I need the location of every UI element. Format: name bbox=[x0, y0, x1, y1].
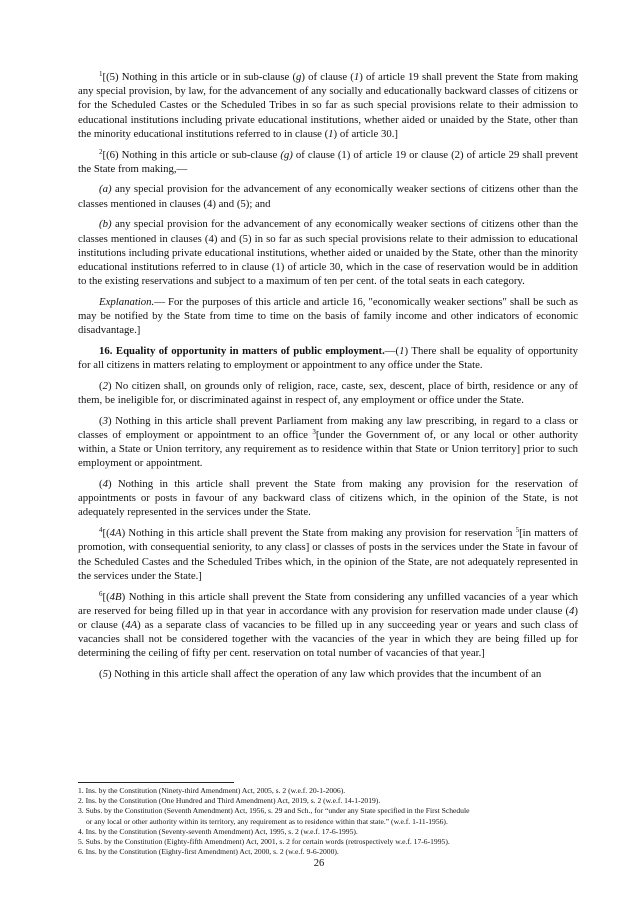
paragraph-article-16-clause-3: (3) Nothing in this article shall prevent Parliament from making any law prescribing, in regard to a class or classes of employment or appointment to an office $^3$[under the Government of, or any local or other authority within, a State or Union territory, any requirement as to residence within that State or Union territory] prior to such employment or appointment. bbox=[78, 414, 578, 470]
paragraph-article-15-clause-6: $^2$[(6) Nothing in this article or sub-clause (g) of clause (1) of article 19 or clause (2) of article 29 shall prevent the State from making,— bbox=[78, 147, 578, 175]
paragraph-article-16-clause-2: (2) No citizen shall, on grounds only of religion, race, caste, sex, descent, place of birth, residence or any of them, be ineligible for, or discriminated against in respect of, any employment or office under the State. bbox=[78, 379, 578, 407]
page-number: 26 bbox=[313, 858, 325, 869]
footnote: 4. Ins. by the Constitution (Seventy-seventh Amendment) Act, 1995, s. 2 (w.e.f. 17-6-1995). bbox=[78, 826, 358, 836]
footnote-ref: 6 bbox=[99, 589, 103, 598]
footnote: 2. Ins. by the Constitution (One Hundred and Third Amendment) Act, 2019, s. 2 (w.e.f. 14-1-2019). bbox=[78, 796, 381, 806]
article-heading: 16. Equality of opportunity in matters of public employment. bbox=[99, 344, 385, 357]
body-text bbox=[78, 70, 578, 688]
paragraph-article-16-clause-4a: $^4$[(4A) Nothing in this article shall prevent the State from making any provision for reservation $^5$[in matters of promotion, with consequential seniority, to any class] or classes of posts in the services under the State in favour of the Scheduled Castes and the Scheduled Tribes which, in the opinion of the State, are not adequately represented in the services under the State.] bbox=[78, 526, 578, 582]
paragraph-article-16-clause-4: (4) Nothing in this article shall prevent the State from making any provision for the reservation of appointments or posts in favour of any backward class of citizens which, in the opinion of the State, is not adequately represented in the services under the State. bbox=[78, 478, 578, 519]
paragraph-article-16-clause-5: (5) Nothing in this article shall affect the operation of any law which provides that the incumbent of an bbox=[99, 668, 542, 681]
footnote-ref: 2 bbox=[99, 147, 103, 156]
paragraph-article-16-clause-1: 16. Equality of opportunity in matters of public employment.—(1) There shall be equality of opportunity for all citizens in matters relating to employment or appointment to any office under the State. bbox=[78, 344, 578, 372]
footnotes bbox=[78, 786, 583, 857]
paragraph-clause-6a: (a) any special provision for the advancement of any economically weaker sections of citizens other than the classes mentioned in clauses (4) and (5); and bbox=[78, 183, 578, 210]
footnote: 6. Ins. by the Constitution (Eighty-first Amendment) Act, 2000, s. 2 (w.e.f. 9-6-2000). bbox=[78, 847, 339, 857]
paragraph-explanation: Explanation.— For the purposes of this article and article 16, "economically weaker sections" shall be such as may be notified by the State from time to time on the basis of family income and other indicators of economic disadvantage.] bbox=[78, 295, 578, 337]
footnote-ref: 3 bbox=[312, 427, 316, 436]
footnote-ref: 4 bbox=[99, 526, 103, 535]
footnote: 1. Ins. by the Constitution (Ninety-third Amendment) Act, 2005, s. 2 (w.e.f. 20-1-2006). bbox=[78, 786, 346, 795]
footnote-ref: 5 bbox=[515, 526, 520, 535]
footnote-continuation: or any local or other authority within its territory, any requirement as to residence within that state.” (w.e.f. 1-11-1956). bbox=[86, 816, 448, 826]
paragraph-article-16-clause-4b: $^6$[(4B) Nothing in this article shall prevent the State from considering any unfilled vacancies of a year which are reserved for being filled up in that year in accordance with any provision for reservation made under clause (4) or clause (4A) as a separate class of vacancies to be filled up in any succeeding year or years and such class of vacancies shall not be considered together with the vacancies of the year in which they are being filled up for determining the ceiling of fifty per cent. reservation on total number of vacancies of that year.] bbox=[78, 589, 578, 660]
paragraph-article-15-clause-5: $^1$[(5) Nothing in this article or in sub-clause (g) of clause (1) of article 19 shall prevent the State from making any special provision, by law, for the advancement of any socially and educationally backward classes of citizens or for the Scheduled Castes or the Scheduled Tribes in so far as such special provisions relate to their admission to educational institutions including private educational institutions, whether aided or unaided by the State, other than the minority educational institutions referred to in clause (1) of article 30.] bbox=[78, 70, 578, 140]
footnote-ref: 1 bbox=[99, 70, 103, 78]
footnote: 5. Subs. by the Constitution (Eighty-fifth Amendment) Act, 2001, s. 2 for certain words (retrospectively w.e.f. 17-6-1995). bbox=[78, 837, 450, 847]
footnote-separator bbox=[78, 782, 234, 783]
paragraph-clause-6b: (b) any special provision for the advancement of any economically weaker sections of citizens other than the classes mentioned in clauses (4) and (5) in so far as such special provisions relate to their admission to educational institutions including private educational institutions, whether aided or unaided by the State, other than the minority educational institutions referred to in clause (1) of article 30, which in the case of reservation would be in addition to the existing reservations and subject to a maximum of ten per cent. of the total seats in each category. bbox=[78, 218, 578, 288]
footnote: 3. Subs. by the Constitution (Seventh Amendment) Act, 1956, s. 29 and Sch., for “under any State specified in the First Schedule bbox=[78, 806, 470, 816]
